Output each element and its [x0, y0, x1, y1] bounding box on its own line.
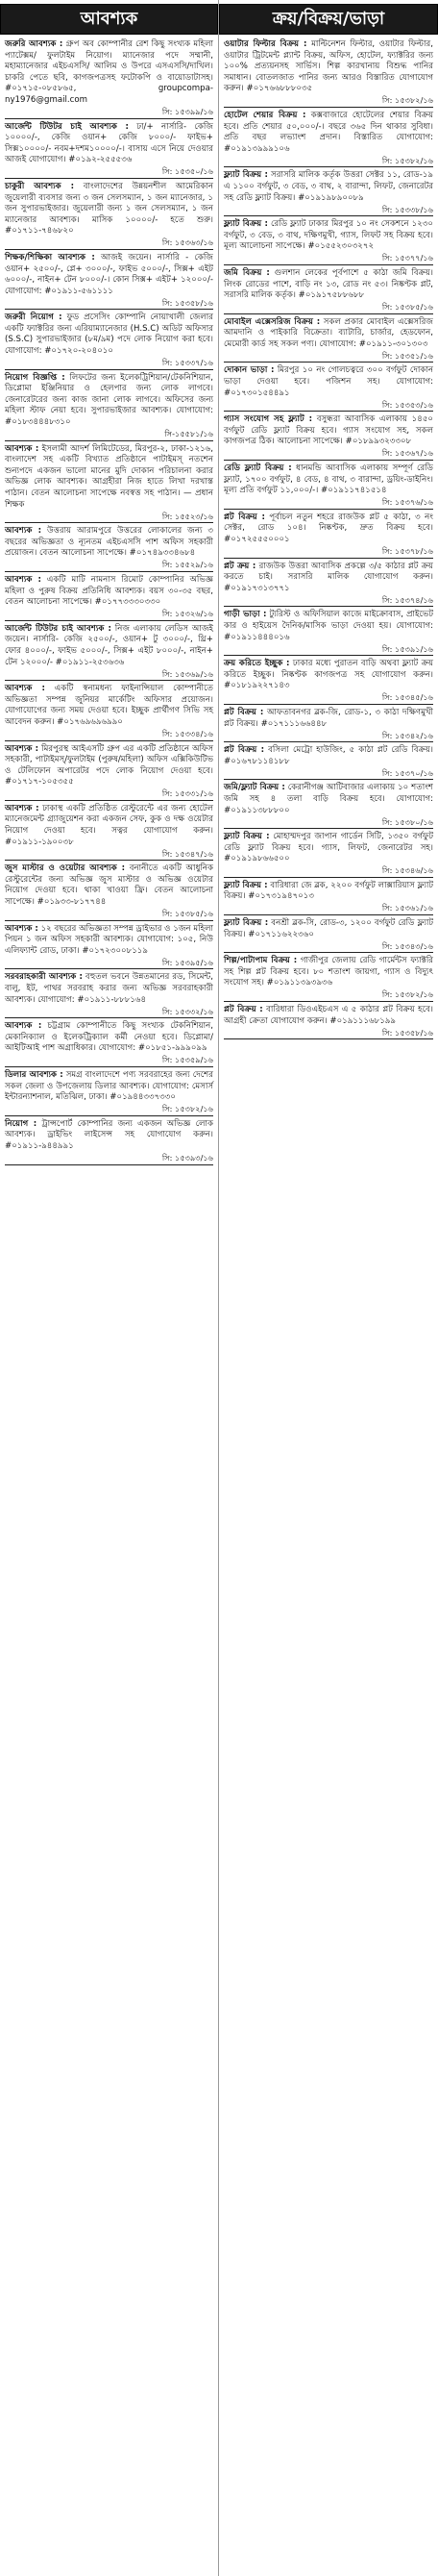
classified-ad — [224, 561, 433, 608]
ad-title: চাকুরী আবশ্যক : — [5, 181, 75, 191]
classified-ad — [224, 658, 433, 705]
ad-body: গ্রুপ অব কোম্পানীর রেশ কিছু সংখ্যক মহিলা প্যাটেক্সম/ ফুলটাইম নিয়োগ। ম্যানেজার পদে সম্মানী, মহাম্যানেজার এইচএসসি/ আলিম ও উপরে এসএসসি/দাখিল। চাকরি পেতে ছবি, কাগজপত্রসহ ফটোকপি ও বায়োডাটাসহ। #০১৭১৫-০৮৫৮৬৫, groupcompa- ny1976@gmail.com — [5, 39, 213, 105]
ad-code: সি: ১৫৩৯৯/১৬ — [161, 106, 213, 116]
classified-ad — [224, 744, 433, 780]
ad-code: সি: ১৫৩৬৯/১৬ — [161, 668, 213, 679]
ad-title: ফ্ল্যাট বিক্রয় : — [224, 170, 268, 181]
left-ads — [5, 38, 213, 1165]
ad-title: আবশ্যক : — [5, 803, 39, 813]
ad-body: মাল্টিনেশন ফিল্টার, ওয়াটার ফিল্টার, ওয়াটার ট্রিটমেন্ট প্ল্যান্ট বিক্রয়, অফিস, হোটেল, ফ্যাক্টরির জন্য ১০০% প্রত্যয়নসহ সার্ভিস। শিল্প কারখানায় বিশুদ্ধ পানির সমাধান। বোতলজাত পানির জন্য আরও বিস্তারিত যোগাযোগ করুন। #০১৭৬৬৮৮৮০৩৫ — [224, 39, 433, 94]
ad-body: একটি মাটি নামনাস রিমোট কোম্পানির অভিজ্ঞ মহিলা ও পুরুষ বিক্রয় প্রতিনিধি আবশ্যক। বয়স ৩০-৩৫ বছর, বেতন আলোচনা সাপেক্ষে। #০১৭৭৩৩৩০৩৩০ — [5, 574, 213, 608]
ad-body: ইসলামী আদর্শ লিমিটেডের, মিরপুর-২, ঢাকা-১২১৬, বাংলাদেশ সহ একটি বিখ্যাত প্রতিষ্ঠানে পাটাইমস্‌ নতশেন শুন্যপদে একজন ভালো মানের মুদি দোকান পরিচালনা করার অভিজ্ঞ লোক আবশ্যক। আগ্রহীরা নিজ হাতে লিখা দরখাস্ত পাঠান। বেতন আলোচনা সাপেক্ষে নবস্বত্ত সহ পাঠান। — প্রধান শিক্ষক — [5, 443, 213, 510]
ad-body: রাজউক উত্তরা আবাসিক প্রকল্পে ৩/৫ কাঠার প্লট ক্রয় করতে চাই। সরাসরি মালিক যোগাযোগ করুন। #০১৯১৭৩১৩৭৭১ — [224, 561, 433, 593]
ad-title: শিক্ষক/শিক্ষিকা আবশ্যক : — [5, 252, 95, 263]
ad-title: আবশ্যক : — [5, 684, 45, 694]
ad-code: সি: ১৫৩৮২/১৬ — [381, 989, 433, 1000]
ad-title: নিয়োগ বিজ্ঞপ্তি : — [5, 372, 65, 383]
classified-ad — [5, 181, 213, 250]
ad-code: সি: ১৫৩২৬/১৬ — [161, 609, 213, 619]
classified-ad — [5, 252, 213, 310]
ad-title: গ্যাস সংযোগ সহ ফ্ল্যাট : — [224, 414, 313, 425]
ad-code: সি: ১৫৫২৩/১৬ — [161, 511, 213, 521]
ad-code: সি: ১৫৩৯৫/১৬ — [161, 957, 213, 967]
ad-body: বাংলাদেশের উন্নয়নশীল আমেরিকান জুয়েলারী ব্যবসার জন্য ৩ জন সেলসম্যান, ১ জন ম্যানেজার, ১ জন সুপারভাইজার। জুয়েলারী জন্য ১ জন সেলসম্যান, ১ জন ম্যানেজার আবশ্যক। মাসিক ১০০০০/- হতে শুরু। #০১৭১১-৭৪৬৮২০ — [5, 181, 214, 237]
ad-body: ঢাকার মধ্যে পুরাতন বাড়ি অথবা ফ্ল্যাট ক্রয় করিতে ইচ্ছুক। নিষ্কণ্টক কাগজপত্র সহ যোগাযোগ করুন। #০১৮১৯২২৭১৪৩ — [224, 659, 433, 691]
classified-ad — [5, 683, 213, 740]
ad-title: ওয়াটার ফিল্টার বিক্রয় : — [224, 39, 307, 49]
ad-body: ট্যুরিস্ট ও অফিসিয়াল কাজে মাইক্রোবাস, প্রাইভেট কার ও হাইয়েস দৈনিক/মাসিক ভাড়া দেওয়া হয়। যোগাযোগ: #০১৯১১৪৪৪০১৬ — [224, 610, 434, 642]
ad-body: ১২ বছরের অভিজ্ঞতা সম্পন্ন ড্রাইভার ও ১জন মহিলা পিয়ন ১ জন অফিস সহকারী আবশ্যক। যোগাযোগ: ১০৫, নিউ এলিফ্যান্ট রোড, ঢাকা। #০১৭২৩০০৮১১৯ — [5, 923, 214, 956]
ad-code: সি: ১৫৩৯১/১৬ — [381, 643, 433, 654]
ad-body: সকল প্রকার মোবাইল এক্সেসরিজ আমদানি ও পাইকারি বিক্রেতা। ব্যাটারি, চার্জার, হেডফোন, মেমোরী কার্ড সহ সকল পণ্য। যোগাযোগ: #০১৯১১-৩০১৩০৩ — [224, 316, 433, 349]
ad-code: সি: ১৫৩৫৩/১৬ — [381, 399, 433, 410]
ad-body: সরাসরি মালিক কর্তৃক উত্তরা সেক্টর ১১, রোড-১৯ এ ১১০০ বর্গফুট, ৩ বেড, ৩ বাথ, ২ বারান্দা, লিফট, জেনারেটর সহ রেডি ফ্ল্যাট বিক্রয়। #০১৯১৯৮৯০০৮৯ — [224, 170, 434, 203]
ad-title: সরবরাহকারী আবশ্যক : — [5, 972, 83, 983]
ad-title: জরুরী নিয়োগ : — [5, 313, 62, 323]
ad-code: সি: ১৫৩৪৭/১৬ — [161, 848, 213, 859]
classified-ad — [5, 1020, 213, 1067]
classified-ad — [224, 463, 433, 510]
classified-ad — [224, 169, 433, 216]
ad-code: সি: ১৫৩৭৬/১৬ — [381, 497, 433, 508]
ad-title: আবশ্যক : — [5, 923, 38, 934]
ad-code: সি: ১৫৩৮৫/১৬ — [381, 302, 433, 313]
right-header: ক্রয়/বিক্রয়/ভাড়া — [219, 4, 438, 35]
ad-code: সি: ১৫৩৪২/১৬ — [381, 730, 433, 740]
ad-title: শিল্প/পাটাপাম বিক্রয় : — [224, 956, 298, 966]
ad-title: ফ্ল্যাট বিক্রয় : — [224, 880, 268, 890]
ad-code: সি: ১৫৫২৯/১৬ — [161, 560, 213, 570]
classified-ad — [224, 831, 433, 878]
ad-body: একটি স্বনামধন্য ফাইনান্সিয়াল কোম্পানীতে অভিজ্ঞতা সম্পন্ন জুনিয়র মার্কেটিং অফিসার প্রয়োজন। যোগাযোগের জন্য সময় দেওয়া হবে। ইচ্ছুক প্রার্থীগণ সিভি সহ আবেদন করুন। #০১৭৬৯৬৯৬৯৯০ — [5, 684, 214, 727]
ad-title: ক্রয় করিতে ইচ্ছুক : — [224, 659, 290, 669]
classified-ad — [5, 743, 213, 801]
ad-title: ডিলার আবশ্যক : — [5, 1069, 63, 1080]
ad-body: বনানীতে একটি আধুনিক রেস্টুরেন্টের জন্য অভিজ্ঞ জুস মাস্টার ও অভিজ্ঞ ওয়েটার নিয়োগ দেওয়া হবে। থাকা খাওয়া ফ্রি। বেতন আলোচনা সাপেক্ষে। #০১৯৩৩-৮১৭৭৪৪ — [5, 863, 213, 908]
classified-ad — [5, 574, 213, 621]
ad-code: সি: ১৫৩৭৪/১৬ — [381, 594, 433, 605]
ad-code: সি: ১৫৩৮২/১৬ — [161, 1104, 213, 1114]
ad-title: আবশ্যক : — [5, 443, 39, 454]
ad-body: বহুতল ভবনে উন্নতমানের রড, সিমেন্ট, বালু, ইট, পাথর সরবরাহ করার জন্য অভিজ্ঞ সরবরাহকারী আবশ্যক। যোগাযোগ: #০১৯১১-৮৮৮১৬৪ — [5, 972, 213, 1005]
ad-title: রেডি ফ্ল্যাট বিক্রয় : — [224, 463, 292, 474]
ad-title: মোবাইল এক্সেসরিজ বিক্রয় : — [224, 316, 321, 327]
ad-title: প্লট বিক্রয় : — [224, 745, 265, 756]
ad-code: সি: ১৫৩৭৮/১৬ — [381, 546, 433, 556]
classified-ad — [5, 803, 213, 861]
ad-code: সি: ১৫৩৩৮/১৬ — [381, 204, 433, 214]
classified-ad — [5, 923, 213, 970]
ad-code: সি: ১৫৩৫৮/১৬ — [161, 297, 213, 308]
ad-code: সি: ১৫৩৬১/১৬ — [381, 903, 433, 913]
ad-code: সি: ১৫৩৪৩/১৬ — [381, 940, 433, 951]
classified-ad — [224, 267, 433, 314]
classified-ad — [224, 110, 433, 167]
classified-ad — [5, 1118, 213, 1165]
ad-code: সি: ১৫৩৩১/১৬ — [161, 788, 213, 799]
classified-ad — [5, 525, 213, 572]
ad-code: সি: ১৫৩৩৭/১৬ — [161, 358, 213, 368]
ad-code: সি: ১৫৩৪৬/১৬ — [381, 865, 433, 876]
ad-body: ধানমন্ডি আবাসিক এলাকায় সম্পূর্ণ রেডি ফ্ল্যাট, ১৭০০ বর্গফুট, ৪ বেড, ৪ বাথ, ৩ বারান্দা, ড্রয়িং-ডাইনিং। মূল্য প্রতি বর্গফুট ১১,০০০/-। #০১৯১১৭৪১৫১৪ — [224, 463, 434, 496]
ad-code: সি: ১৫৩৮০/১৬ — [381, 816, 433, 827]
ad-code: সি: ১৫৩৮২/১৬ — [381, 155, 433, 165]
ad-title: আবশ্যক : — [5, 574, 41, 585]
ad-title: আবশ্যক : — [5, 743, 39, 754]
ad-body: বারিধারা জে ব্লক, ২২০০ বর্গফুট লাক্সারিয়াস ফ্ল্যাট বিক্রয়। #০১৭৩১৯৪৭০১৩ — [224, 880, 434, 902]
classified-ad — [224, 707, 433, 742]
ad-code: সি: ১৫৩৯৩/১৬ — [161, 1152, 213, 1163]
ad-code: সি: ১৫৩৫৮/১৬ — [381, 1027, 433, 1038]
ad-code: সি: ১৫৩৫৯/১৬ — [161, 1055, 213, 1065]
ad-body: চট্টগ্রাম কোম্পানীতে কিছু সংখ্যক টেকনিশিয়ান, মেকানিক্যাল ও ইলেকট্রিক্যাল কর্মী নেওয়া হবে। ডিপ্লোমা/আইটিআই পাশ অগ্রাধিকার। যোগাযোগ: #০১৮৫১-৯৯৯০৯৯ — [5, 1021, 214, 1054]
classified-ad — [5, 863, 213, 920]
classified-ad — [5, 312, 213, 369]
classified-ad — [224, 880, 433, 915]
ad-title: প্লট ক্রয় : — [224, 561, 256, 571]
classified-ad — [224, 512, 433, 559]
ad-title: ফ্ল্যাট বিক্রয় : — [224, 832, 270, 842]
ad-code: সি: ১৫৩৭৭/১৬ — [381, 253, 433, 263]
ad-body: মিরপুর ১০ নং গোলচত্বরে ৩০০ বর্গফুট দোকান ভাড়া দেওয়া হবে। পজিশন সহ। যোগাযোগ: #০১৭৩০১৫৪৪৯১ — [224, 365, 433, 398]
ad-body: কক্সবাজারে হোটেলের শেয়ার বিক্রয় হবে। প্রতি শেয়ার ৫০,০০০/-। বছরে ৩৬৫ দিন থাকার সুবিধা। প্রতি বছর লভ্যাংশ প্রদান। বিস্তারিত যোগাযোগ: #০১৯১৩৯৯৯১০৬ — [224, 110, 434, 154]
ad-code: সি: ১৫৩৩২/১৬ — [161, 1006, 213, 1016]
ad-body: পূর্বাচল নতুন শহরে রাজউক প্লট ৫ কাঠা, ৩ নং সেক্টর, রোড ১০৪। নিষ্কণ্টক, দ্রুত বিক্রয় হবে। #০১৭২৫৫৫০০০১ — [224, 512, 434, 544]
classified-ad — [224, 955, 433, 1002]
ad-body: লিফটের জন্য ইলেকট্রিশিয়ান/টেকনিশিয়ান, ডিপ্লোমা ইঞ্জিনিয়ার ও হেলপার জন্য লোক লাগবে। জেনারেটরের জন্য কাজ জানা লোক লাগবে। অফিসের জন্য মহিলা স্টাফ নেয়া হবে। সুপারভাইজার আবশ্যক। যোগাযোগ: #০১৮৩৪৪৪৮৩১০ — [5, 372, 214, 428]
classified-ad — [224, 917, 433, 953]
ad-title: দোকান ভাড়া : — [224, 365, 275, 376]
ad-title: ফ্ল্যাট বিক্রয় : — [224, 219, 268, 230]
classified-ad — [224, 413, 433, 461]
classified-ad — [224, 38, 433, 108]
ad-code: সি: ১৫৩৫০/১৬ — [161, 166, 213, 177]
ad-title: আর্জেন্ট টিউটর চাই আবশ্যক : — [5, 623, 111, 634]
ad-body: রেডি ফ্ল্যাট ঢাকার মিরপুর ১০ নং সেকশনে ১২৩০ বর্গফুট, ৩ বেড, ৩ বাথ, দক্ষিণমুখী, গ্যাস, লিফট সহ বিক্রয় হবে। মূল্য আলোচনা সাপেক্ষে। #০১৫৫২৩০৩২৭২ — [224, 219, 434, 252]
ad-title: নিয়োগ : — [5, 1118, 37, 1129]
right-ads — [224, 38, 433, 1039]
ad-title: আর্জেন্ট টিউটর চাই আবশ্যক : — [5, 121, 129, 132]
ad-body: গাজীপুর জেলায় রেডি গার্মেন্টস ফ্যাক্টরি সহ শিল্প প্লট বিক্রয় হবে। ৮০ শতাংশ জায়গা, গ্যাস ও বিদ্যুৎ সংযোগ সহ। #০১৯১১৩৯৩৯৩৬ — [224, 956, 434, 988]
ad-code: সি: ১৫৩৬৭/১৬ — [381, 448, 433, 459]
ad-body: বনশ্রী ব্লক-সি, রোড-৩, ১২০০ বর্গফুট রেডি ফ্ল্যাট বিক্রয়। #০১৭১১৬২২৩৬০ — [224, 918, 434, 939]
right-column — [219, 0, 438, 2576]
classified-ad — [5, 38, 213, 119]
classified-ad — [224, 218, 433, 265]
classified-ad — [224, 782, 433, 829]
ad-body: ট্রান্সপোর্ট কোম্পানির জন্য একজন অভিজ্ঞ লোক আবশ্যক। ড্রাইভিং লাইসেন্স সহ যোগাযোগ করুন। #০১৯১১-৯৪৪৯৯১ — [5, 1118, 213, 1151]
ad-code: সি: ১৫৩৮২/১৬ — [381, 95, 433, 106]
ad-title: আবশ্যক : — [5, 1021, 42, 1032]
ad-body: বারিধারা ডিওএইচএস এ ৫ কাঠার প্লট বিক্রয় হবে। আগ্রহী ক্রেতা যোগাযোগ করুন। #০১৯১১১৬৮১৯৯ — [224, 1005, 433, 1026]
ad-title: প্লট বিক্রয় : — [224, 1005, 263, 1015]
ad-title: জরুরি আবশ্যক : — [5, 39, 63, 49]
ad-body: ফুড প্রসেসিং কোম্পানি নোয়াখালী জেলার একটি ফ্যাক্টরির জন্য এরিয়াম্যানেজার (H.S.C) অডিট অফিসার (S.S.C) সুপারভাইজার (৮ম/৯ম) পদে লোক নিয়োগ করা হবে। যোগাযোগ: #০১৭২০-২০৪০১০ — [5, 313, 213, 357]
ad-title: ফ্ল্যাট বিক্রয় : — [224, 918, 269, 929]
ad-body: সমগ্র বাংলাদেশে পণ্য সরবরাহের জন্য দেশের সকল জেলা ও উপজেলায় ডিলার আবশ্যক। যোগাযোগ: মেসার্স ইন্টারন্যাশনাল, মতিঝিল, ঢাকা। #০১৯৪৪৩৩৭৩৩০ — [5, 1069, 213, 1103]
classified-ad — [224, 364, 433, 412]
ad-body: গুলশান লেকের পূর্বপাশে ৫ কাঠা জমি বিক্রয়। লিংক রোডের পাশে, বাড়ি নং ১৩, রোড নং ৫৩। নিষ্কণ্টক প্লট, সরাসরি মালিক কর্তৃক। #০১৯১৭৫৮৮৬৮৮ — [224, 267, 433, 301]
classified-ad — [5, 372, 213, 441]
ad-body: ঢাকাস্থ একটি প্রতিষ্ঠিত রেস্টুরেন্টে এর জন্য হোটেল ম্যানেজমেন্ট গ্র্যাজুয়েশন করা একজন সেফ, কুক ও দক্ষ ওয়েটার নিয়োগ দেওয়া হবে। সত্বর যোগাযোগ করুন। #০১৯১১-১৯০০৩৮ — [5, 803, 214, 847]
ad-body: বসুন্ধরা আবাসিক এলাকায় ১৪৫০ বর্গফুট রেডি ফ্ল্যাট বিক্রয় হবে। গ্যাস সংযোগ সহ, সকল কাগজপত্র ঠিক। আলোচনা সাপেক্ষে। #০১৮৯৯৩২৩৩০৮ — [224, 414, 433, 447]
classified-ad — [5, 121, 213, 179]
ad-title: প্লট বিক্রয় : — [224, 707, 264, 717]
ad-code: সি: ১৫৩৩৪/১৬ — [161, 728, 213, 738]
ad-body: ঢা/+ নার্সারি- কেজি ১০০০০/-, কেজি ওয়ান+ কেজি ৮০০০/- ফাইভ+ সিক্স১০০০০/- নবম+দশম১০০০০/-। বাসায় এসে নিয়ে দেওয়ার আজই যোগাযোগ। #০১৯২-২৫৫৫৩৬ — [5, 121, 213, 165]
ad-code: সি-১৫৫৮১/১৬ — [164, 429, 213, 439]
ad-body: বসিলা মেট্রো হাউজিং, ৫ কাঠা প্লট রেডি বিক্রয়। #০১৬৭৮১১৪১৮৮ — [224, 745, 434, 766]
left-header: আবশ্যক — [0, 4, 218, 35]
classified-ad — [224, 609, 433, 656]
ad-body: আজই জয়েন। নার্সারি - কেজি ওয়ান+ ২৫০০/-, প্লে+ ৩০০০/-, ফাইভ ৫০০০/-, সিক্স+ এইট ৬০০০/-, নাইন+ টেন ৮০০০/-। কোন সিক্স+ এইট+ ১২০০০/- যোগাযোগ: #০১৯১১-৫৬১১১১ — [5, 252, 213, 296]
ad-body: উত্তরায় আরামপুরে উত্তরের লোকালের জন্য ৩ বছরের অভিজ্ঞতা ও ন্যূনতম এইচএসসি পাশ অফিস সহকারী প্রয়োজন। বেতন আলোচনা সাপেক্ষে। #০১৭৪৯৩৩৪৬৮৪ — [5, 526, 213, 559]
ad-title: জমি বিক্রয় : — [224, 267, 270, 278]
classified-ad — [5, 1069, 213, 1116]
ad-code: সি: ১৫৩৪৫/১৬ — [381, 692, 433, 703]
ad-title: প্লট বিক্রয় : — [224, 512, 265, 522]
ad-body: কেরানীগঞ্জ আটিবাজার এলাকায় ১০ শতাংশ জমি সহ ৪ তলা বাড়ি বিক্রয় হবে। যোগাযোগ: #০১৯১১৩৮৮৮০০ — [224, 783, 433, 815]
classified-ad — [224, 1004, 433, 1039]
ad-body: মিরপুরস্থ আইএসটি গ্রুপ এর একটি প্রতিষ্ঠানে অফিস সহকারী, পাটাইমস্‌/ফুলটাইম (পুরুষ/মহিলা) অফিস এক্সিকিউটিভ ও টেলিফোন অপারেটর পদে লোক নিয়োগ দেওয়া হবে। #০১৭১৭-১০৫৩৫৫ — [5, 743, 213, 788]
ad-title: জুস মাস্টার ও ওয়েটার আবশ্যক : — [5, 863, 126, 874]
ad-body: আফতাবনগর ব্লক-জি, রোড-১, ৩ কাঠা দক্ষিণমুখী প্লট বিক্রয়। #০১৭১১১৬৬৪৪৮ — [224, 707, 433, 729]
classified-ad — [5, 623, 213, 681]
ad-title: জমি/ফ্ল্যাট বিক্রয় : — [224, 783, 285, 793]
ad-body: মোহাম্মদপুর জাপান গার্ডেন সিটি, ১৩৫০ বর্গফুট রেডি ফ্ল্যাট বিক্রয় হবে। গ্যাস, লিফট, জেনারেটর সহ। #০১৯১৯৮৬৬৫০০ — [224, 832, 434, 864]
ad-title: আবশ্যক : — [5, 526, 42, 537]
classified-ad — [5, 971, 213, 1018]
ad-code: সি: ১৫৩৬৩/১৬ — [161, 238, 213, 248]
classified-ad — [224, 316, 433, 363]
ad-code: সি: ১৫৩৭০/১৬ — [381, 767, 433, 778]
ad-code: সি: ১৫৩৮৫/১৬ — [161, 909, 213, 919]
ad-body: নিজ এলাকায় লেডিস আজই জয়েন। নার্সারি- কেজি ২৫০০/-, ওয়ান+ টু ৩০০০/-, থ্রি+ ফোর ৪০০০/-, ফাইভ ৫০০০/-, সিক্স+ এইট ৮০০০/-, নাইন+ টেন ১২০০০/- #০১৯১১-২৫৩৬৩৬ — [5, 623, 214, 667]
ad-title: গাড়ী ভাড়া : — [224, 610, 267, 620]
ad-code: সি: ১৫৩৫১/১৬ — [381, 350, 433, 361]
ad-title: হোটেল শেয়ার বিক্রয় : — [224, 110, 306, 120]
classified-ad — [5, 443, 213, 524]
